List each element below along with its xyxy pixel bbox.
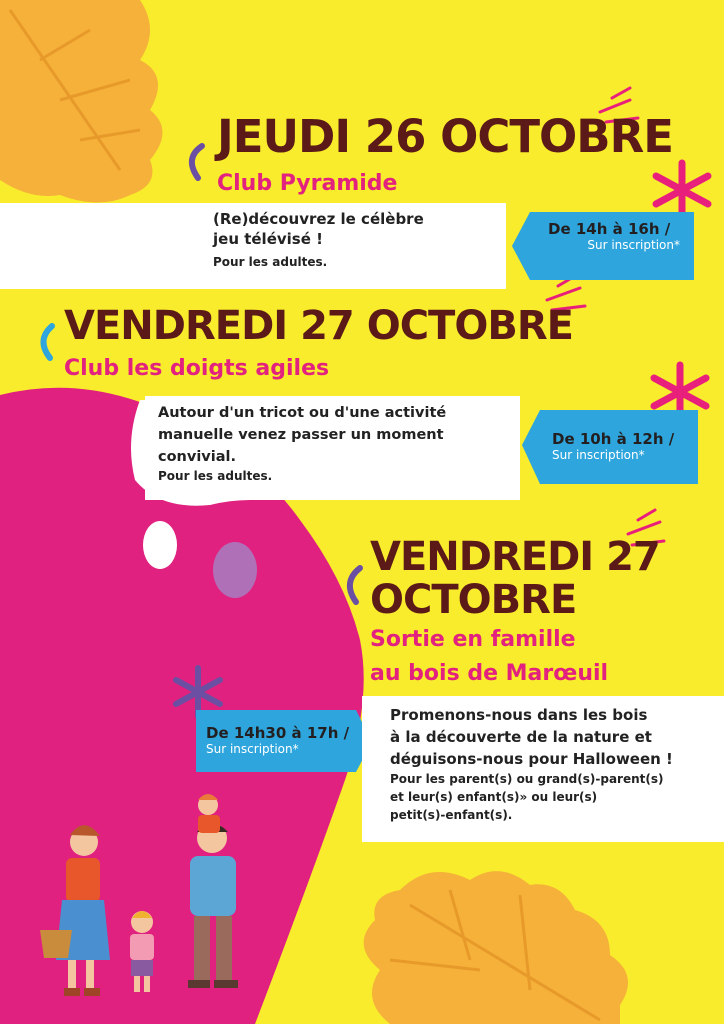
event-2-audience: Pour les adultes.	[158, 469, 273, 483]
event-2-desc-line3: convivial.	[158, 449, 236, 465]
event-2-inscription: Sur inscription*	[552, 448, 645, 462]
blob-eye-purple	[213, 542, 257, 598]
event-3-time-tag	[196, 710, 356, 772]
event-1-audience: Pour les adultes.	[213, 255, 328, 269]
event-3-aud-line3: petit(s)-enfant(s).	[390, 808, 513, 822]
bracket-accent-1	[192, 146, 202, 178]
blob-eye-white	[143, 521, 177, 569]
event-2-card	[145, 396, 520, 500]
bracket-accent-2	[43, 326, 52, 358]
event-2-date: VENDREDI 27 OCTOBRE	[64, 303, 573, 349]
event-2-club: Club les doigts agiles	[64, 356, 330, 381]
oak-leaf-bottom-right	[364, 871, 628, 1024]
event-3-date-line2: OCTOBRE	[370, 577, 577, 623]
event-3-date-line1: VENDREDI 27	[370, 534, 660, 580]
event-2-time-tag	[540, 410, 698, 484]
asterisk-pink-1	[656, 163, 708, 217]
event-1-desc-line2: jeu télévisé !	[213, 230, 323, 248]
event-3-desc-line3: déguisons-nous pour Halloween !	[390, 750, 673, 768]
event-3-inscription: Sur inscription*	[206, 742, 299, 756]
event-3-time: De 14h30 à 17h /	[206, 724, 350, 742]
tag-pointer-1	[512, 212, 530, 280]
event-1-desc-line1: (Re)découvrez le célèbre	[213, 210, 424, 228]
event-3-aud-line2: et leur(s) enfant(s)» ou leur(s)	[390, 790, 598, 804]
event-1-date: JEUDI 26 OCTOBRE	[217, 110, 673, 163]
event-1-club: Club Pyramide	[217, 171, 398, 196]
event-2-desc-line2: manuelle venez passer un moment	[158, 427, 444, 443]
event-3-aud-line1: Pour les parent(s) ou grand(s)-parent(s)	[390, 772, 664, 786]
event-3-desc-line2: à la découverte de la nature et	[390, 728, 652, 746]
event-3-club-line1: Sortie en famille	[370, 627, 576, 652]
event-1-time-tag	[530, 212, 694, 280]
event-2-desc-line1: Autour d'un tricot ou d'une activité	[158, 405, 447, 421]
event-3-club-line2: au bois de Marœuil	[370, 661, 609, 686]
oak-leaf-top-left	[0, 0, 163, 203]
event-3-card	[362, 696, 724, 842]
tag-pointer-2	[522, 410, 540, 484]
event-1-inscription: Sur inscription*	[587, 238, 680, 252]
event-3-desc-line1: Promenons-nous dans les bois	[390, 706, 648, 724]
event-1-time: De 14h à 16h /	[548, 220, 671, 238]
bracket-accent-3	[350, 568, 360, 602]
event-1-card	[0, 203, 506, 289]
event-2-time: De 10h à 12h /	[552, 430, 675, 448]
